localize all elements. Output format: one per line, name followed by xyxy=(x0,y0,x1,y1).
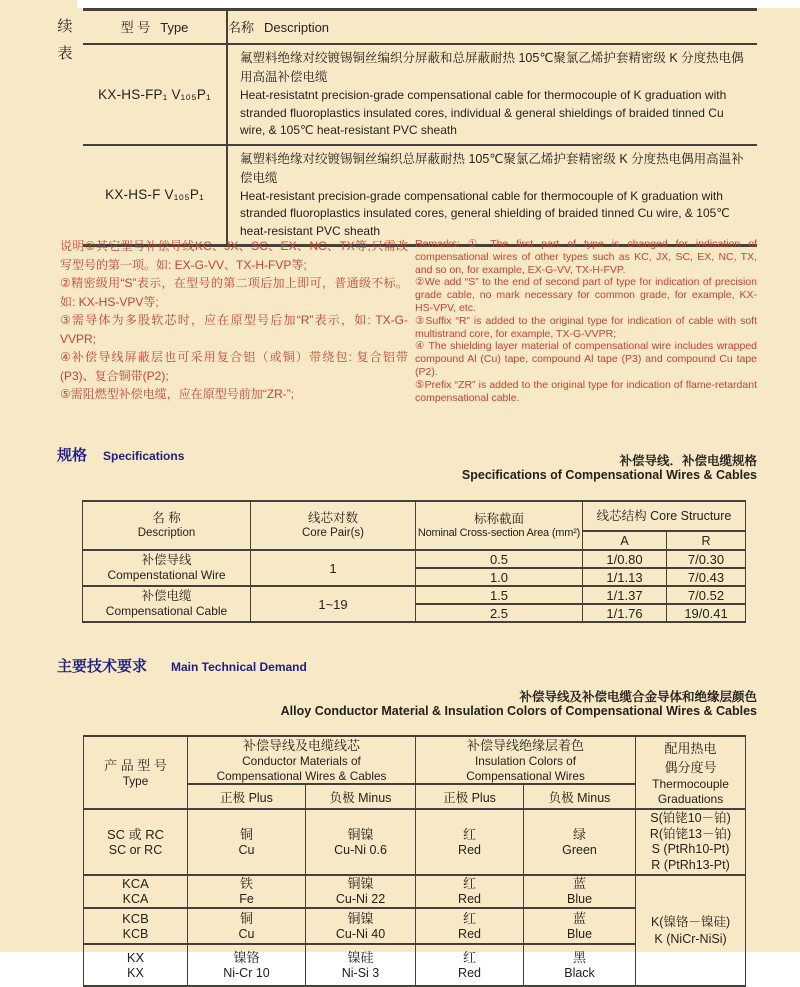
col-label-en: Graduations xyxy=(657,791,724,806)
remark-item: ⑤需阻燃型补偿电缆，应在原型号前加“ZR-”; xyxy=(60,387,295,401)
table-row xyxy=(83,145,757,246)
remark-item: ③需导体为多股软芯时，应在原型号后加“R”表示，如: TX-G-VVPR; xyxy=(60,313,408,346)
specs-col-a: A xyxy=(583,531,667,550)
col-minus: 负极 Minus xyxy=(524,784,636,809)
type-cell: SC 或 RC SC or RC xyxy=(84,809,188,875)
specs-header-row xyxy=(83,501,746,531)
col-label-zh: 线芯对数 xyxy=(307,511,358,525)
specs-table-caption-en: Specifications of Compensational Wires & Cables xyxy=(461,468,757,482)
table-row xyxy=(83,586,746,604)
core-pairs-value: 1 xyxy=(251,550,416,586)
col-plus: 正极 Plus xyxy=(416,784,524,809)
specifications-section-title xyxy=(57,444,184,465)
specifications-table xyxy=(82,500,746,623)
col-label-zh: 补偿导线及电缆线芯 xyxy=(243,738,361,753)
description-header-en: Description xyxy=(264,20,330,35)
description-en: Heat-resistant precision-grade compensational cable for thermocouple of K graduation with stranded fluoroplastics insulated cores, general shielding of braided tinned Cu wire, & 105℃ heat-resistant PVC sheath xyxy=(240,188,730,238)
demand-col-type xyxy=(84,736,188,809)
section-title-zh: 规格 xyxy=(57,447,88,464)
specs-col-nominal-area xyxy=(416,501,583,550)
remark-item: ②We add “S” to the end of second part of type for indication of precision grade cable, no mark necessary for common grade, for example, KX- HS-VPV, etc. xyxy=(415,276,757,314)
col-plus: 正极 Plus xyxy=(188,784,306,809)
col-label-zh: 偶分度号 xyxy=(664,760,717,775)
demand-table-caption-en: Alloy Conductor Material & Insulation Colors of Compensational Wires & Cables xyxy=(280,704,757,718)
plus-color-cell: 红 Red xyxy=(416,809,524,875)
plus-color-cell: 红 Red xyxy=(416,944,524,986)
structure-r-value: 7/0.30 xyxy=(667,550,746,568)
remark-item: 说明①其它型号补偿导线KC、JX、SC、EX、NC、TX等,只需改写型号的第一项。如: EX-G-VV、TX-H-FVP等; xyxy=(60,239,408,272)
type-code: KX-HS-F V₁₀₅P₁ xyxy=(83,145,227,246)
structure-a-value: 1/1.37 xyxy=(583,586,667,604)
remark-item: Remarks: ① The first part of type is changed for indication of compensational wires of other types such as KC, JX, SC, EX, NC, TX, and so on, for example, EX-G-VV, TX-H-FVP. xyxy=(415,238,757,276)
remark-item: ③Suffix “R” is added to the original type for indication of cable with soft multistrand core, for example, TX-G-VVPR; xyxy=(415,314,757,340)
description-en: Heat-resistatnt precision-grade compensational cable for thermocouple of K graduation with stranded fluoroplastics insulated cores, individual & general shieldings of braided tinned Cu wire, & 105℃ heat-resistant PVC sheath xyxy=(240,88,727,137)
type-header-zh: 型 号 xyxy=(120,20,151,35)
demand-col-conductor-materials xyxy=(188,736,416,784)
description-header-zh: 名称 xyxy=(228,20,255,35)
description-cell xyxy=(227,145,757,246)
minus-material-cell: 铜镍 Cu-Ni 0.6 xyxy=(306,809,416,875)
plus-material-cell: 铜 Cu xyxy=(188,809,306,875)
minus-material-cell: 铜镍 Cu-Ni 22 xyxy=(306,875,416,908)
specs-col-core-structure xyxy=(583,501,746,531)
type-header-en: Type xyxy=(160,20,189,35)
area-value: 1.0 xyxy=(416,568,583,586)
remarks-english xyxy=(415,238,757,404)
structure-a-value: 1/0.80 xyxy=(583,550,667,568)
product-name-cell xyxy=(83,550,251,586)
col-label-en: Compensational Wires & Cables xyxy=(216,768,387,783)
demand-table-caption-zh: 补偿导线及补偿电缆合金导体和绝缘层颜色 xyxy=(519,690,757,704)
thermocouple-graduation-cell: S(铂铑10－铂) R(铂铑13－铂) S (PtRh10-Pt) R (PtRh13-Pt) xyxy=(636,809,746,875)
plus-color-cell: 红 Red xyxy=(416,875,524,908)
table-row xyxy=(83,44,757,145)
product-name-en: Compenstational Wire xyxy=(107,568,226,582)
remark-item: ④补偿导线屏蔽层也可采用复合铝（或铜）带绕包: 复合铝带(P3)、复合铜带(P2); xyxy=(60,350,408,383)
type-cell: KCB KCB xyxy=(84,908,188,944)
area-value: 1.5 xyxy=(416,586,583,604)
description-header-cell xyxy=(227,10,757,45)
col-label-en: Conductor Materials of xyxy=(242,754,361,768)
type-cell: KX KX xyxy=(84,944,188,986)
col-label-zh: 产 品 型 号 xyxy=(104,757,167,773)
remark-item: ⑤Prefix “ZR” is added to the original type for indication of flame-retardant compensational cable. xyxy=(415,378,757,404)
minus-color-cell: 蓝 Blue xyxy=(524,908,636,944)
page-top-edge-strip xyxy=(77,0,800,8)
plus-color-cell: 红 Red xyxy=(416,908,524,944)
demand-header-row xyxy=(84,736,746,784)
remark-item: ②精密级用“S”表示，在型号的第二项后加上即可，普通级不标。如: KX-HS-VPV等; xyxy=(60,276,408,309)
type-code: KX-HS-FP₁ V₁₀₅P₁ xyxy=(83,44,227,145)
col-label: 线芯结构 Core Structure xyxy=(596,509,732,523)
description-cell xyxy=(227,44,757,145)
product-name-zh: 补偿导线 xyxy=(141,553,192,567)
section-title-en: Main Technical Demand xyxy=(171,660,307,674)
specs-table-caption-zh: 补偿导线．补偿电缆规格 xyxy=(619,454,757,468)
col-label-en: Type xyxy=(122,773,149,788)
product-name-zh: 补偿电缆 xyxy=(141,589,192,603)
table-row xyxy=(83,550,746,568)
thermocouple-graduation-cell: K(镍铬－镍硅) K (NiCr-NiSi) xyxy=(636,875,746,986)
col-label-en: Compensational Wires xyxy=(466,768,585,783)
specs-col-r: R xyxy=(667,531,746,550)
structure-a-value: 1/1.13 xyxy=(583,568,667,586)
area-value: 2.5 xyxy=(416,604,583,622)
product-name-cell xyxy=(83,586,251,622)
structure-r-value: 7/0.43 xyxy=(667,568,746,586)
col-minus: 负极 Minus xyxy=(306,784,416,809)
area-value: 0.5 xyxy=(416,550,583,568)
minus-color-cell: 蓝 Blue xyxy=(524,875,636,908)
demand-section-title xyxy=(57,655,307,676)
structure-r-value: 19/0.41 xyxy=(667,604,746,622)
alloy-conductor-table xyxy=(83,735,746,987)
minus-material-cell: 铜镍 Cu-Ni 40 xyxy=(306,908,416,944)
demand-col-insulation-colors xyxy=(416,736,636,784)
product-name-en: Compensational Cable xyxy=(105,604,228,618)
col-label-en: Insulation Colors of xyxy=(475,754,577,768)
description-zh: 氟塑料绝缘对绞镀锡铜丝编织分屏蔽和总屏蔽耐热 105℃聚氯乙烯护套精密级 K 分度热电偶用高温补偿电缆 xyxy=(240,51,744,84)
description-zh: 氟塑料绝缘对绞镀锡铜丝编织总屏蔽耐热 105℃聚氯乙烯护套精密级 K 分度热电偶用高温补偿电缆 xyxy=(240,151,744,185)
specs-col-description xyxy=(83,501,251,550)
demand-col-thermocouple xyxy=(636,736,746,809)
structure-r-value: 7/0.52 xyxy=(667,586,746,604)
col-label-zh: 配用热电 xyxy=(664,741,717,756)
minus-color-cell: 绿 Green xyxy=(524,809,636,875)
table-row xyxy=(84,875,746,908)
col-label-zh: 名 称 xyxy=(152,511,181,525)
type-table-header-row xyxy=(83,10,757,45)
minus-color-cell: 黑 Black xyxy=(524,944,636,986)
minus-material-cell: 镍硅 Ni-Si 3 xyxy=(306,944,416,986)
col-label-zh: 补偿导线绝缘层着色 xyxy=(467,738,585,753)
plus-material-cell: 铁 Fe xyxy=(188,875,306,908)
continued-table-label xyxy=(56,13,74,67)
type-header-cell xyxy=(83,10,227,45)
section-title-zh: 主要技术要求 xyxy=(57,658,148,675)
type-description-table xyxy=(83,8,757,247)
plus-material-cell: 铜 Cu xyxy=(188,908,306,944)
type-cell: KCA KCA xyxy=(84,875,188,908)
col-label-en: Core Pair(s) xyxy=(302,527,364,539)
table-row xyxy=(84,809,746,875)
remark-item: ④ The shielding layer material of compensational wire includes wrapped compound Al (Cu) tape, compound Al tape (P3) and compound Cu tape (P2). xyxy=(415,340,757,378)
continued-label-char-2: 表 xyxy=(57,45,73,62)
specs-col-core-pairs xyxy=(251,501,416,550)
col-label-en: Nominal Cross-section Area (mm²) xyxy=(417,527,581,539)
core-pairs-value: 1~19 xyxy=(251,586,416,622)
continued-label-char-1: 续 xyxy=(57,18,73,35)
structure-a-value: 1/1.76 xyxy=(583,604,667,622)
remarks-chinese xyxy=(60,237,408,404)
section-title-en: Specifications xyxy=(103,449,185,463)
col-label-en: Description xyxy=(137,527,196,539)
plus-material-cell: 镍铬 Ni-Cr 10 xyxy=(188,944,306,986)
col-label-en: Thermocouple xyxy=(652,777,729,791)
col-label-zh: 标称截面 xyxy=(473,512,524,526)
